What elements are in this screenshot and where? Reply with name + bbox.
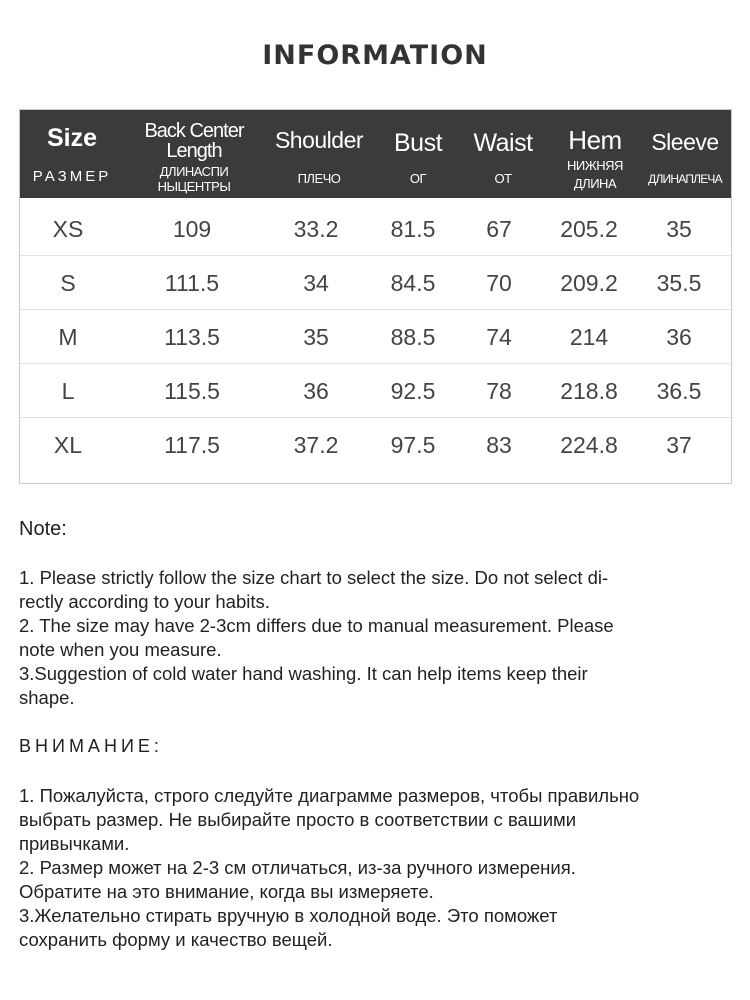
note-ru-line: 3.Желательно стирать вручную в холодной воде. Это поможет (19, 905, 558, 926)
header-label-ru: ПЛЕЧО (297, 171, 341, 186)
header-label-ru: РАЗМЕР (32, 168, 112, 185)
measurement-cell: 109 (172, 216, 212, 242)
header-label-en: Back Center (144, 120, 244, 142)
measurement-cell: 36.5 (656, 378, 702, 404)
measurement-cell: 70 (486, 270, 512, 296)
table-row (20, 364, 731, 418)
table-header (20, 110, 731, 198)
note-line: shape. (19, 687, 75, 708)
header-label-en: Length (166, 140, 222, 162)
measurement-cell: 115.5 (164, 378, 220, 404)
header-label-en: Bust (393, 129, 443, 157)
note-ru-line: 2. Размер может на 2-3 см отличаться, из-за ручного измерения. (19, 857, 576, 878)
size-label-cell: M (58, 324, 78, 350)
measurement-cell: 111.5 (164, 270, 220, 296)
note-ru-text (19, 784, 734, 952)
measurement-cell: 83 (486, 432, 512, 458)
header-label-ru: НИЖНЯЯ (567, 158, 623, 173)
note-ru-heading: ВНИМАНИЕ: (19, 736, 163, 756)
measurement-cell: 37.2 (293, 432, 339, 458)
header-label-ru: ДЛИНАПЛЕЧА (648, 172, 722, 186)
header-size (20, 110, 124, 198)
header-label-ru: НЫЦЕНТРЫ (157, 179, 231, 194)
note-ru-line: привычками. (19, 833, 130, 854)
measurement-cell: 36 (666, 324, 692, 350)
measurement-cell: 224.8 (560, 432, 618, 458)
note-text (19, 566, 734, 710)
note-ru-line: сохранить форму и качество вещей. (19, 929, 333, 950)
header-label-ru: ОТ (494, 171, 512, 186)
header-bust (375, 110, 461, 198)
header-waist (461, 110, 545, 198)
measurement-cell: 37 (666, 432, 692, 458)
measurement-cell: 84.5 (390, 270, 436, 296)
header-label-en: Waist (473, 129, 533, 157)
size-table (19, 109, 732, 484)
header-label-en: Sleeve (651, 129, 719, 155)
note-line: note when you measure. (19, 639, 222, 660)
header-label-ru: ОГ (409, 171, 427, 186)
table-row (20, 418, 731, 472)
header-hem (550, 110, 640, 198)
measurement-cell: 113.5 (164, 324, 220, 350)
header-label-en: Hem (568, 125, 622, 155)
page-title: INFORMATION (262, 40, 488, 71)
measurement-cell: 33.2 (293, 216, 339, 242)
note-line: 2. The size may have 2-3cm differs due to manual measurement. Please (19, 615, 614, 636)
measurement-cell: 92.5 (390, 378, 436, 404)
measurement-cell: 88.5 (390, 324, 436, 350)
measurement-cell: 81.5 (390, 216, 436, 242)
measurement-cell: 214 (569, 324, 609, 350)
note-heading: Note: (19, 518, 67, 540)
note-ru-line: 1. Пожалуйста, строго следуйте диаграмме размеров, чтобы правильно (19, 785, 640, 806)
size-label-cell: XS (52, 216, 84, 242)
note-ru-line: Обратите на это внимание, когда вы измеряете. (19, 881, 434, 902)
note-line: rectly according to your habits. (19, 591, 270, 612)
measurement-cell: 35 (666, 216, 692, 242)
table-row (20, 202, 731, 256)
measurement-cell: 35 (303, 324, 329, 350)
measurement-cell: 78 (486, 378, 512, 404)
measurement-cell: 74 (486, 324, 512, 350)
measurement-cell: 97.5 (390, 432, 436, 458)
header-sleeve (640, 110, 730, 198)
measurement-cell: 205.2 (560, 216, 618, 242)
measurement-cell: 36 (303, 378, 329, 404)
header-shoulder (266, 110, 372, 198)
note-ru-line: выбрать размер. Не выбирайте просто в соответствии с вашими (19, 809, 577, 830)
header-label-ru: ДЛИНАСПИ (159, 164, 229, 179)
size-label-cell: XL (53, 432, 83, 458)
header-label-en: Shoulder (274, 127, 364, 153)
note-line: 1. Please strictly follow the size chart to select the size. Do not select di- (19, 567, 609, 588)
header-back-center-length (126, 110, 262, 198)
measurement-cell: 34 (303, 270, 329, 296)
note-line: 3.Suggestion of cold water hand washing. It can help items keep their (19, 663, 588, 684)
header-label-ru: ДЛИНА (573, 176, 617, 191)
size-label-cell: S (60, 270, 76, 296)
measurement-cell: 209.2 (560, 270, 618, 296)
table-row (20, 310, 731, 364)
table-row (20, 256, 731, 310)
header-label-en: Size (46, 124, 98, 152)
measurement-cell: 218.8 (560, 378, 618, 404)
measurement-cell: 35.5 (656, 270, 702, 296)
size-label-cell: L (61, 378, 75, 404)
measurement-cell: 117.5 (164, 432, 220, 458)
measurement-cell: 67 (486, 216, 512, 242)
